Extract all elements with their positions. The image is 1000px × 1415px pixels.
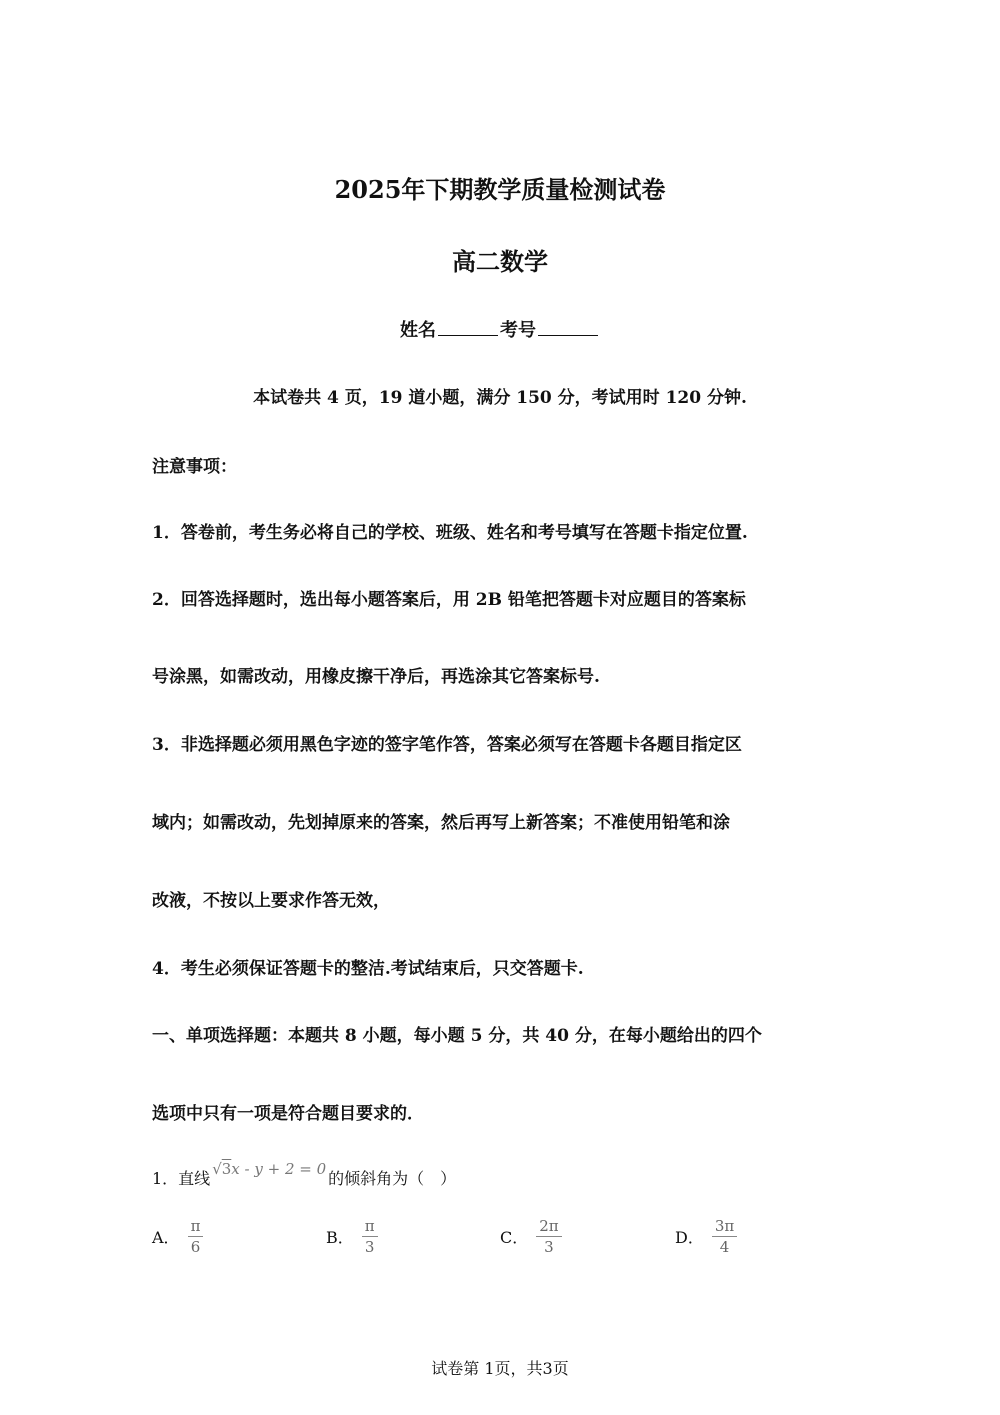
option-c[interactable] xyxy=(500,1218,562,1255)
fraction: $\frac{3\pi}{4}$ xyxy=(712,1218,737,1255)
question-1 xyxy=(152,1160,457,1189)
fraction: $\frac{\pi}{6}$ xyxy=(188,1218,204,1255)
fraction: $\frac{\pi}{3}$ xyxy=(362,1218,378,1255)
option-label: D． xyxy=(675,1228,704,1247)
subject-title: 高二数学 xyxy=(452,247,548,276)
notes-heading: 注意事项： xyxy=(152,457,237,477)
note-line: 4．考生必须保证答题卡的整洁.考试结束后，只交答题卡. xyxy=(152,959,584,979)
option-label: C． xyxy=(500,1228,529,1247)
question-1-suffix: 的倾斜角为（ ） xyxy=(328,1169,457,1188)
exam-intro: 本试卷共 4 页，19 道小题，满分 150 分，考试用时 120 分钟. xyxy=(253,388,747,408)
fraction: $\frac{2\pi}{3}$ xyxy=(536,1218,561,1255)
note-line: 3．非选择题必须用黑色字迹的签字笔作答，答案必须写在答题卡各题目指定区 xyxy=(152,735,742,755)
option-label: B． xyxy=(326,1228,354,1247)
line-equation: √3x - y + 2 = 0 xyxy=(212,1160,327,1178)
name-blank xyxy=(438,321,498,336)
option-label: A． xyxy=(152,1228,180,1247)
note-line: 改液，不按以上要求作答无效， xyxy=(152,891,390,911)
note-line: 域内；如需改动，先划掉原来的答案，然后再写上新答案；不准使用铅笔和涂 xyxy=(152,813,730,833)
section-heading: 一、单项选择题：本题共 8 小题，每小题 5 分，共 40 分，在每小题给出的四个 xyxy=(152,1026,762,1046)
name-label: 姓名 xyxy=(400,320,436,341)
name-exam-no-row xyxy=(0,316,1000,342)
question-1-prefix: 1．直线 xyxy=(152,1169,211,1188)
exam-title: 2025年下期教学质量检测试卷 xyxy=(334,175,666,204)
note-line: 2．回答选择题时，选出每小题答案后，用 2B 铅笔把答题卡对应题目的答案标 xyxy=(152,590,746,610)
option-d[interactable] xyxy=(675,1218,737,1255)
exam-no-blank xyxy=(538,321,598,336)
exam-no-label: 考号 xyxy=(500,320,536,341)
note-line: 号涂黑，如需改动，用橡皮擦干净后，再选涂其它答案标号. xyxy=(152,667,600,687)
page-footer: 试卷第 1页，共3页 xyxy=(431,1359,569,1378)
option-a[interactable] xyxy=(152,1218,203,1255)
note-line: 1．答卷前，考生务必将自己的学校、班级、姓名和考号填写在答题卡指定位置. xyxy=(152,523,748,543)
option-b[interactable] xyxy=(326,1218,378,1255)
section-heading: 选项中只有一项是符合题目要求的． xyxy=(152,1104,424,1124)
